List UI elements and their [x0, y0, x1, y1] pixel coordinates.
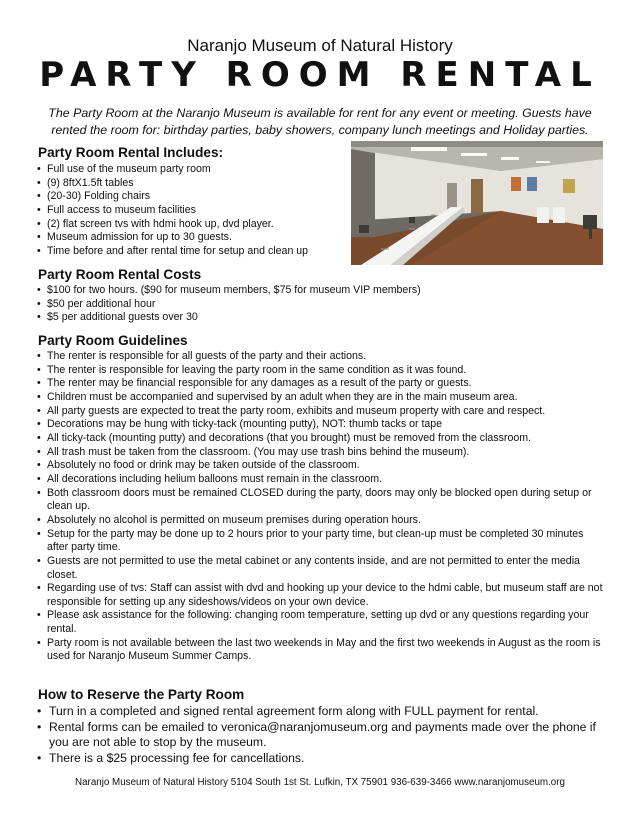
- list-item: • Please ask assistance for the following: changing room temperature, setting up dvd or any questions regarding your rental.: [37, 609, 605, 636]
- list-item: • (2) flat screen tvs with hdmi hook up, dvd player.: [37, 218, 347, 232]
- list-item: • Setup for the party may be done up to 2 hours prior to your party time, but clean-up must be completed 30 minutes after party time.: [37, 528, 605, 555]
- party-room-photo: [351, 141, 603, 265]
- list-item: • Both classroom doors must be remained CLOSED during the party, doors may only be blocked open during setup or clean up.: [37, 487, 605, 514]
- reserve-list: [37, 704, 602, 766]
- list-item: • Party room is not available between the last two weekends in May and the first two weekends in August as the room is used for Naranjo Museum Summer Camps.: [37, 637, 605, 664]
- guidelines-list: [37, 350, 605, 664]
- list-item: • Time before and after rental time for setup and clean up: [37, 245, 347, 259]
- list-item: • Absolutely no alcohol is permitted on museum premises during operation hours.: [37, 514, 605, 528]
- list-item: • Children must be accompanied and supervised by an adult when they are in the main museum area.: [37, 391, 605, 405]
- list-item: • The renter may be financial responsible for any damages as a result of the party or guests.: [37, 377, 605, 391]
- list-item: • There is a $25 processing fee for cancellations.: [37, 751, 602, 767]
- guidelines-heading: Party Room Guidelines: [38, 333, 188, 348]
- list-item: • Decorations may be hung with ticky-tack (mounting putty), NOT: thumb tacks or tape: [37, 418, 605, 432]
- list-item: • Full use of the museum party room: [37, 163, 347, 177]
- list-item: • Absolutely no food or drink may be taken outside of the classroom.: [37, 459, 605, 473]
- list-item: • (20-30) Folding chairs: [37, 190, 347, 204]
- party-room-illustration: [351, 141, 603, 265]
- list-item: • Museum admission for up to 30 guests.: [37, 231, 347, 245]
- list-item: • Regarding use of tvs: Staff can assist with dvd and hooking up your device to the hdmi cable, but museum staff are not responsible for setting up any sideshows/videos on your own device.: [37, 582, 605, 609]
- list-item: • All party guests are expected to treat the party room, exhibits and museum property with care and respect.: [37, 405, 605, 419]
- reserve-heading: How to Reserve the Party Room: [38, 687, 245, 702]
- list-item: • Turn in a completed and signed rental agreement form along with FULL payment for rental.: [37, 704, 602, 720]
- list-item: • $100 for two hours. ($90 for museum members, $75 for museum VIP members): [37, 284, 597, 298]
- list-item: • All decorations including helium balloons must remain in the classroom.: [37, 473, 605, 487]
- includes-heading: Party Room Rental Includes:: [38, 145, 224, 160]
- list-item: • Guests are not permitted to use the metal cabinet or any contents inside, and are not permitted to enter the media closet.: [37, 555, 605, 582]
- list-item: • (9) 8ftX1.5ft tables: [37, 177, 347, 191]
- list-item: • Rental forms can be emailed to veronica@naranjomuseum.org and payments made over the phone if you are not able to stop by the museum.: [37, 720, 602, 751]
- includes-list: [37, 163, 347, 259]
- list-item: • The renter is responsible for leaving the party room in the same condition as it was found.: [37, 364, 605, 378]
- museum-name: Naranjo Museum of Natural History: [187, 36, 453, 55]
- list-item: • The renter is responsible for all guests of the party and their actions.: [37, 350, 605, 364]
- intro-paragraph: The Party Room at the Naranjo Museum is available for rent for any event or meeting. Guests have rented the room for: birthday parties, baby showers, company lunch meetings and Holiday parties.: [48, 106, 592, 137]
- list-item: • All trash must be taken from the classroom. (You may use trash bins behind the museum).: [37, 446, 605, 460]
- costs-list: [37, 284, 597, 325]
- costs-heading: Party Room Rental Costs: [38, 267, 202, 282]
- list-item: • $50 per additional hour: [37, 298, 597, 312]
- list-item: • Full access to museum facilities: [37, 204, 347, 218]
- list-item: • All ticky-tack (mounting putty) and decorations (that you brought) must be removed from the classroom.: [37, 432, 605, 446]
- list-item: • $5 per additional guests over 30: [37, 311, 597, 325]
- page-title: PARTY ROOM RENTAL: [39, 55, 601, 95]
- footer-contact: Naranjo Museum of Natural History 5104 South 1st St. Lufkin, TX 75901 936-639-3466 www.naranjomuseum.org: [75, 777, 565, 788]
